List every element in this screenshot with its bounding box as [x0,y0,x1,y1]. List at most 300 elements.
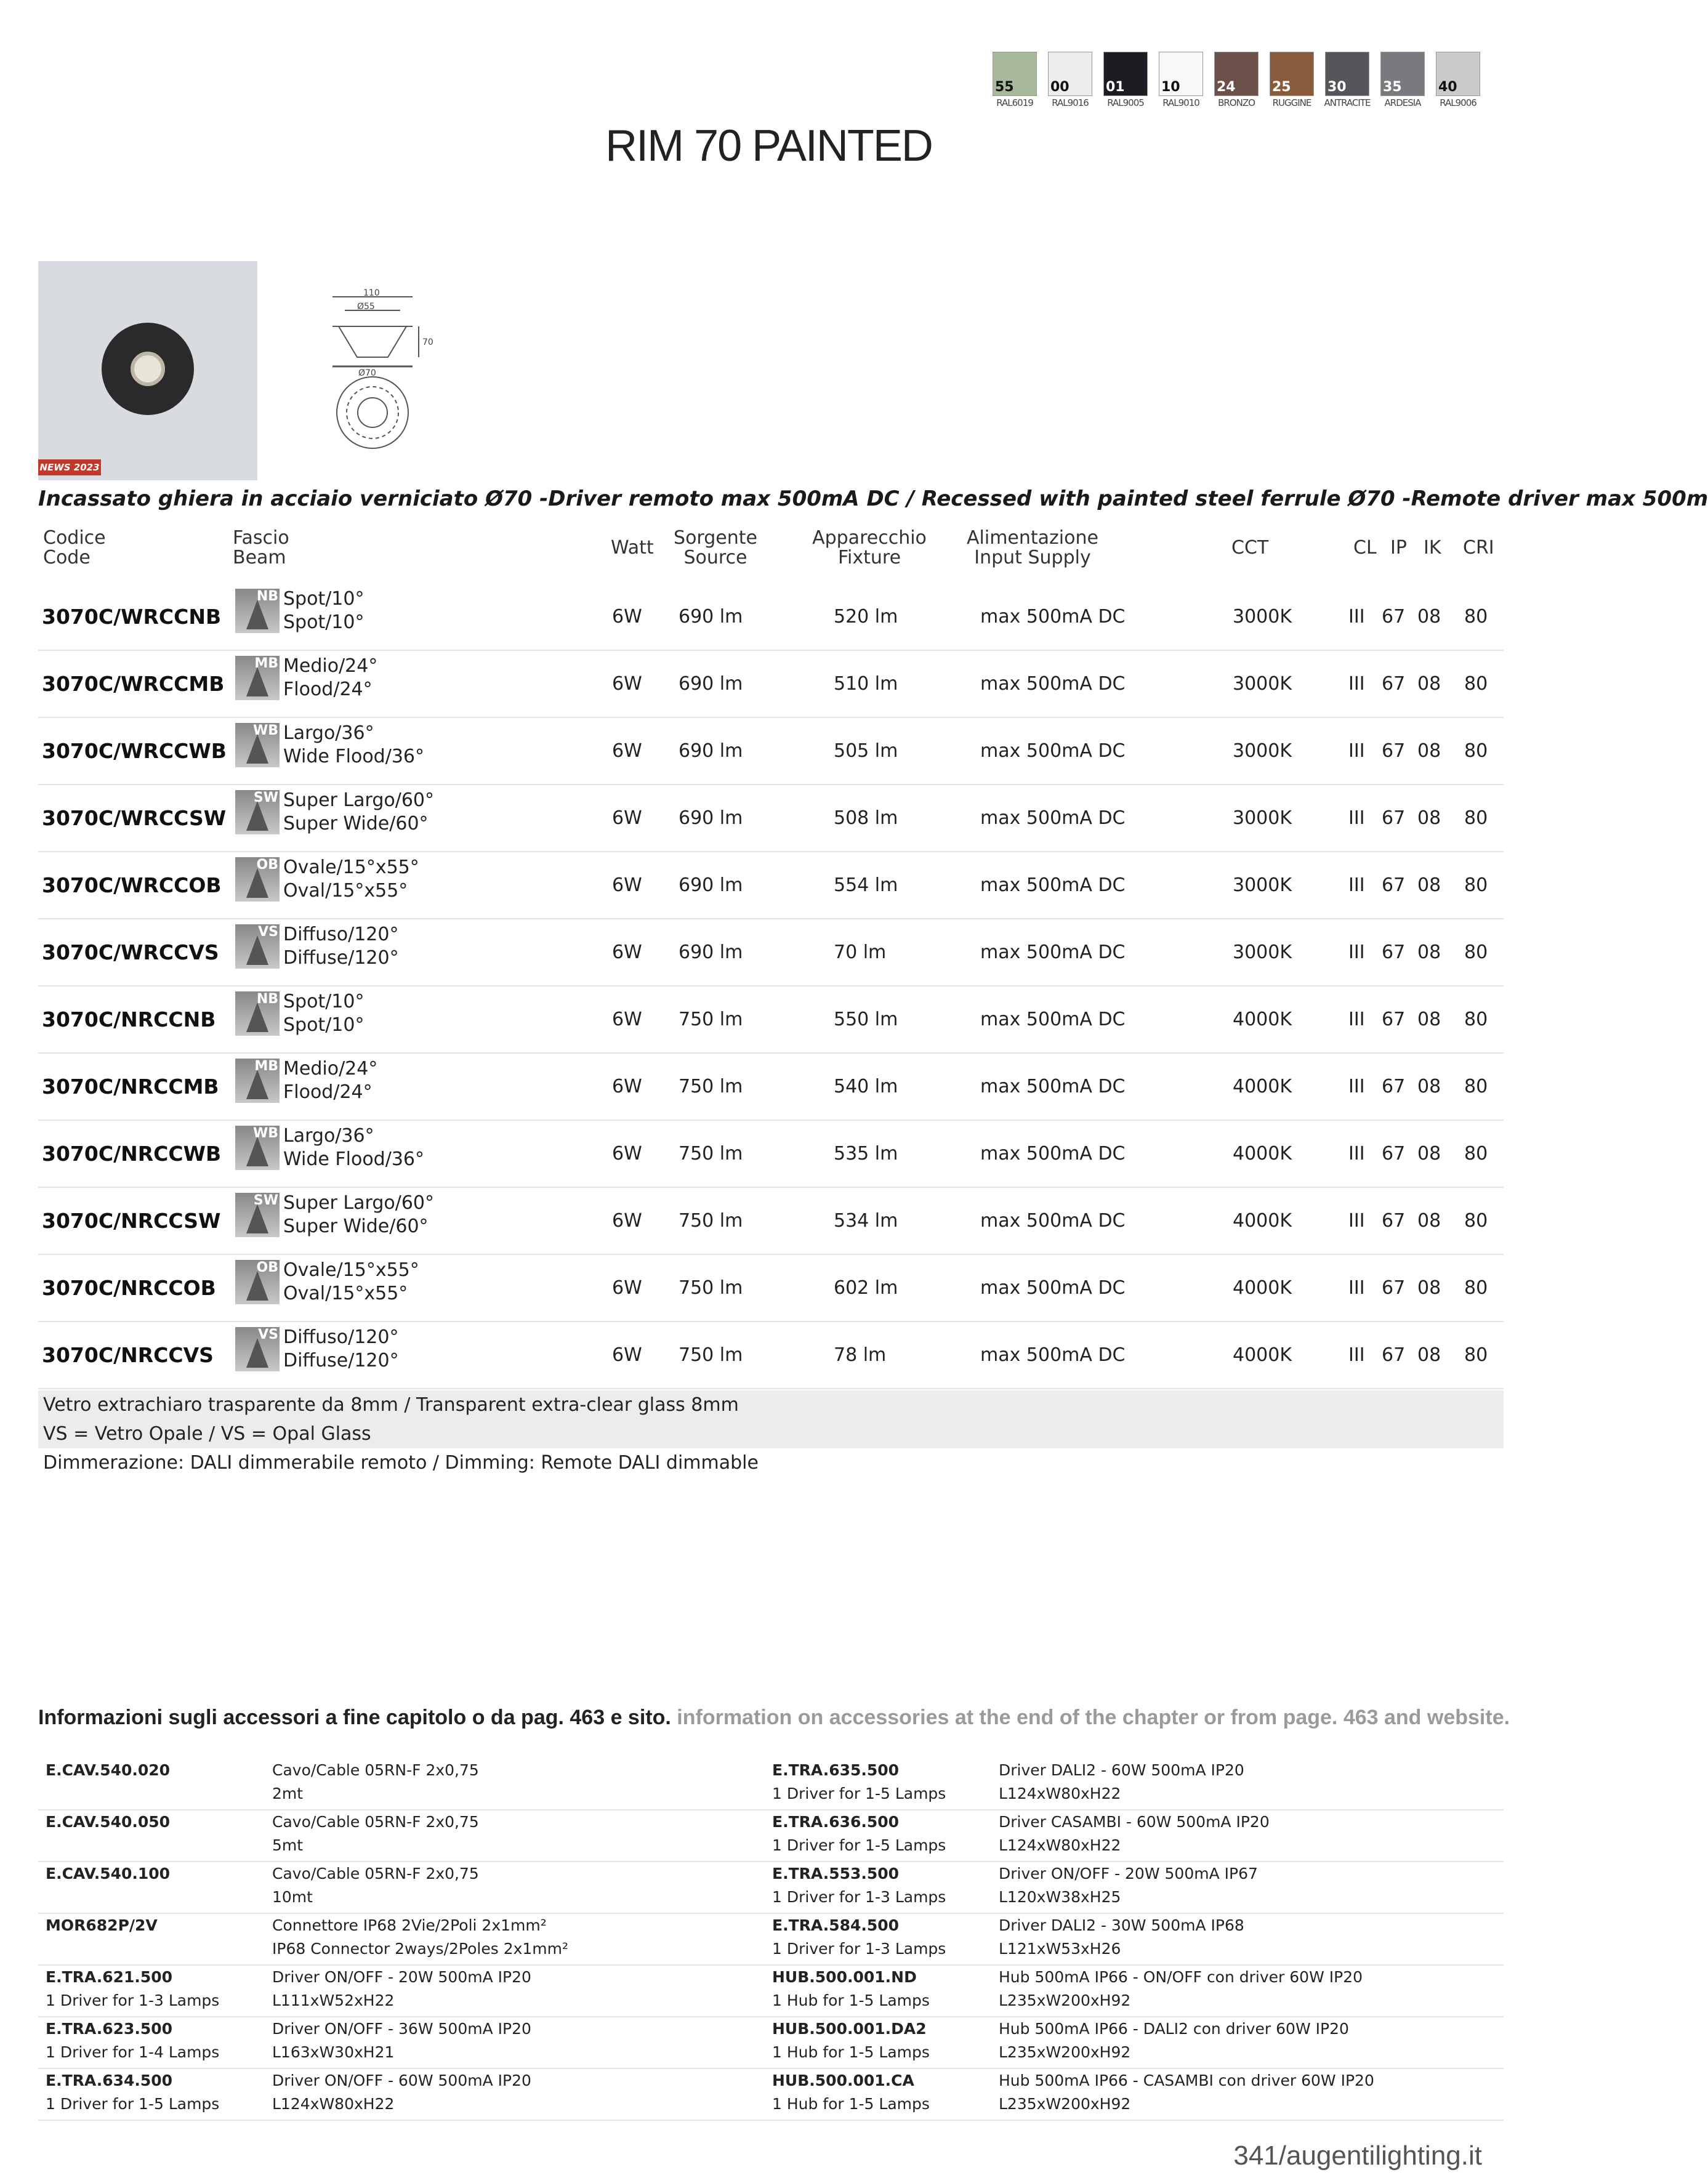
watt-cell: 6W [612,874,642,896]
accessory-desc-2: L120xW38xH25 [999,1888,1121,1906]
supply-cell: max 500mA DC [980,1344,1126,1366]
swatch-color-box [1214,52,1259,96]
accessory-desc-2: 2mt [272,1785,304,1802]
fixture-lumen-cell: 510 lm [834,673,898,695]
drawing-dim-70: Ø70 [358,368,376,378]
accessory-row [38,1862,1504,1914]
accessory-subtitle: 1 Driver for 1-5 Lamps [46,2095,220,2113]
table-row [38,785,1504,852]
table-row [38,1255,1504,1322]
swatch-code: 25 [1272,79,1291,95]
accessory-desc-2: L235xW200xH92 [999,2043,1131,2061]
accessories-title [38,1706,1510,1730]
accessory-desc: Cavo/Cable 05RN-F 2x0,75 [272,1761,479,1779]
beam-cone-icon [246,1137,268,1166]
beam-icon-label: OB [256,1260,278,1275]
fixture-lumen-cell: 70 lm [834,942,887,963]
supply-cell: max 500mA DC [980,874,1126,896]
beam-it: Medio/24° [283,655,378,677]
watt-cell: 6W [612,1277,642,1299]
beam-cone-icon [246,1003,268,1032]
watt-cell: 6W [612,1210,642,1232]
cl-cell: III [1348,1009,1365,1030]
supply-cell: max 500mA DC [980,1210,1126,1232]
beam-icon [235,1126,280,1170]
source-lumen-cell: 750 lm [679,1277,743,1299]
accessory-desc-2: L124xW80xH22 [272,2095,395,2113]
header-code-en: Code [43,547,91,568]
ik-cell: 08 [1417,1076,1441,1097]
accessory-desc: Driver ON/OFF - 36W 500mA IP20 [272,2020,531,2038]
accessory-code: MOR682P/2V [46,1916,158,1934]
accessory-code: E.TRA.636.500 [772,1813,900,1831]
swatch-code: 01 [1106,79,1125,95]
ik-cell: 08 [1417,740,1441,762]
header-supply-it: Alimentazione [967,527,1098,549]
beam-icon [235,991,280,1036]
table-row [38,718,1504,785]
ik-cell: 08 [1417,606,1441,627]
beam-it: Largo/36° [283,722,374,744]
accessory-code: E.CAV.540.050 [46,1813,171,1831]
header-watt: Watt [611,537,654,559]
header-cct: CCT [1231,537,1269,559]
beam-en: Diffuse/120° [283,947,399,969]
ik-cell: 08 [1417,942,1441,963]
accessory-subtitle: 1 Hub for 1-5 Lamps [772,1991,930,2009]
accessory-code: HUB.500.001.DA2 [772,2020,927,2038]
cri-cell: 80 [1464,1277,1488,1299]
fixture-lumen-cell: 535 lm [834,1143,898,1164]
swatch-code: 30 [1327,79,1347,95]
beam-icon-label: SW [253,1193,278,1208]
cl-cell: III [1348,673,1365,695]
color-swatch [1159,52,1203,108]
beam-icon-label: VS [258,924,278,940]
product-code: 3070C/NRCCNB [42,1007,216,1031]
swatch-code: 24 [1217,79,1236,95]
cri-cell: 80 [1464,1344,1488,1366]
accessory-desc: Hub 500mA IP66 - DALI2 con driver 60W IP20 [999,2020,1349,2038]
supply-cell: max 500mA DC [980,673,1126,695]
table-row [38,919,1504,987]
cl-cell: III [1348,807,1365,829]
source-lumen-cell: 750 lm [679,1076,743,1097]
beam-cell [283,990,364,1037]
swatch-color-box [1103,52,1148,96]
accessory-desc: Cavo/Cable 05RN-F 2x0,75 [272,1865,479,1882]
accessory-desc: Driver ON/OFF - 20W 500mA IP67 [999,1865,1258,1882]
beam-cone-icon [246,1070,268,1099]
ip-cell: 67 [1382,1076,1406,1097]
ip-cell: 67 [1382,807,1406,829]
ik-cell: 08 [1417,1277,1441,1299]
beam-icon [235,1193,280,1237]
beam-it: Spot/10° [283,588,365,610]
color-swatch [1270,52,1314,108]
source-lumen-cell: 690 lm [679,606,743,627]
beam-en: Super Wide/60° [283,813,429,834]
product-code: 3070C/WRCCWB [42,739,227,763]
drawing-dim-110: 110 [363,288,380,298]
supply-cell: max 500mA DC [980,1143,1126,1164]
accessory-desc-2: L111xW52xH22 [272,1991,395,2009]
accessory-code: E.TRA.635.500 [772,1761,900,1779]
accessory-desc-2: L124xW80xH22 [999,1836,1121,1854]
cct-cell: 3000K [1233,874,1292,896]
beam-en: Oval/15°x55° [283,1283,408,1304]
cct-cell: 3000K [1233,673,1292,695]
spec-table [38,584,1504,1389]
cri-cell: 80 [1464,1143,1488,1164]
accessory-desc-2: 10mt [272,1888,313,1906]
beam-it: Super Largo/60° [283,1192,435,1214]
cri-cell: 80 [1464,1009,1488,1030]
color-swatch [1325,52,1369,108]
beam-icon [235,723,280,767]
accessory-desc: Cavo/Cable 05RN-F 2x0,75 [272,1813,479,1831]
note-glass: Vetro extrachiaro trasparente da 8mm / Transparent extra-clear glass 8mm [38,1390,1504,1419]
beam-cone-icon [246,935,268,965]
cri-cell: 80 [1464,942,1488,963]
beam-icon-label: MB [254,656,278,671]
beam-cone-icon [246,1271,268,1301]
beam-it: Ovale/15°x55° [283,1259,419,1281]
supply-cell: max 500mA DC [980,740,1126,762]
ip-cell: 67 [1382,1009,1406,1030]
beam-cone-icon [246,1204,268,1233]
accessory-desc-2: L124xW80xH22 [999,1785,1121,1802]
watt-cell: 6W [612,1143,642,1164]
beam-it: Medio/24° [283,1058,378,1079]
header-cri: CRI [1463,537,1494,559]
source-lumen-cell: 690 lm [679,673,743,695]
accessory-code: E.CAV.540.020 [46,1761,171,1779]
header-supply-en: Input Supply [974,547,1091,568]
swatch-ral: RAL6019 [996,97,1033,108]
accessory-subtitle: 1 Driver for 1-3 Lamps [772,1888,946,1906]
beam-icon [235,589,280,633]
beam-cell [283,1326,399,1373]
accessory-desc: Hub 500mA IP66 - ON/OFF con driver 60W IP20 [999,1968,1363,1986]
header-fixture-it: Apparecchio [812,527,927,549]
fixture-lumen-cell: 508 lm [834,807,898,829]
ip-cell: 67 [1382,1143,1406,1164]
source-lumen-cell: 690 lm [679,740,743,762]
beam-en: Flood/24° [283,1081,373,1103]
color-swatch [1048,52,1092,108]
swatch-ral: ANTRACITE [1324,97,1371,108]
swatch-ral: RAL9010 [1162,97,1199,108]
cl-cell: III [1348,1143,1365,1164]
beam-it: Super Largo/60° [283,789,435,811]
header-source-en: Source [683,547,747,568]
swatch-code: 00 [1050,79,1070,95]
beam-cell [283,1124,424,1171]
beam-icon [235,857,280,902]
ik-cell: 08 [1417,1143,1441,1164]
swatch-color-box [1380,52,1425,96]
beam-cell [283,655,377,701]
news-badge: NEWS 2023 [38,459,101,475]
header-source-it: Sorgente [674,527,757,549]
product-code: 3070C/NRCCWB [42,1142,222,1166]
supply-cell: max 500mA DC [980,1076,1126,1097]
accessory-code: E.TRA.621.500 [46,1968,173,1986]
cri-cell: 80 [1464,606,1488,627]
accessory-subtitle: 1 Driver for 1-5 Lamps [772,1785,946,1802]
cct-cell: 3000K [1233,807,1292,829]
accessory-code: E.TRA.584.500 [772,1916,900,1934]
fixture-lumen-cell: 550 lm [834,1009,898,1030]
accessory-desc-2: IP68 Connector 2ways/2Poles 2x1mm² [272,1940,569,1958]
product-code: 3070C/NRCCOB [42,1276,216,1300]
cl-cell: III [1348,1277,1365,1299]
cri-cell: 80 [1464,807,1488,829]
fixture-lumen-cell: 554 lm [834,874,898,896]
beam-cone-icon [246,734,268,764]
beam-icon-label: NB [256,991,278,1007]
ik-cell: 08 [1417,807,1441,829]
accessory-desc: Hub 500mA IP66 - CASAMBI con driver 60W IP20 [999,2072,1374,2089]
accessory-code: E.TRA.634.500 [46,2072,173,2089]
fixture-lumen-cell: 520 lm [834,606,898,627]
swatch-ral: BRONZO [1218,97,1255,108]
page-title: RIM 70 PAINTED [605,121,932,171]
beam-en: Flood/24° [283,679,373,700]
beam-it: Diffuso/120° [283,1326,399,1348]
beam-icon-label: OB [256,857,278,873]
beam-cone-icon [246,801,268,831]
beam-en: Wide Flood/36° [283,1148,424,1170]
beam-cell [283,856,419,903]
table-row [38,584,1504,651]
accessory-row [38,1810,1504,1862]
beam-cell [283,1192,434,1238]
beam-cone-icon [246,868,268,898]
fixture-lumen-cell: 505 lm [834,740,898,762]
accessory-desc: Driver ON/OFF - 20W 500mA IP20 [272,1968,531,1986]
swatch-color-box [1159,52,1203,96]
accessory-desc-2: L163xW30xH21 [272,2043,395,2061]
beam-icon [235,1059,280,1103]
notes [38,1390,1504,1477]
table-row [38,651,1504,718]
beam-en: Super Wide/60° [283,1216,429,1237]
watt-cell: 6W [612,1009,642,1030]
cri-cell: 80 [1464,740,1488,762]
watt-cell: 6W [612,1344,642,1366]
accessory-subtitle: 1 Hub for 1-5 Lamps [772,2043,930,2061]
color-swatch [1103,52,1148,108]
header-code-it: Codice [43,527,106,549]
color-swatches [993,52,1480,108]
ik-cell: 08 [1417,673,1441,695]
accessory-desc: Driver DALI2 - 60W 500mA IP20 [999,1761,1244,1779]
supply-cell: max 500mA DC [980,1277,1126,1299]
header-beam-en: Beam [233,547,286,568]
accessory-code: HUB.500.001.ND [772,1968,917,1986]
technical-drawing [320,289,443,462]
fixture-lumen-cell: 534 lm [834,1210,898,1232]
table-row [38,1121,1504,1188]
ip-cell: 67 [1382,606,1406,627]
swatch-color-box [1048,52,1092,96]
beam-it: Diffuso/120° [283,924,399,945]
watt-cell: 6W [612,1076,642,1097]
cct-cell: 4000K [1233,1076,1292,1097]
beam-icon [235,1260,280,1304]
swatch-ral: ARDESIA [1384,97,1421,108]
beam-icon-label: SW [253,790,278,805]
accessory-row [38,1914,1504,1966]
ip-cell: 67 [1382,740,1406,762]
accessories-title-en: information on accessories at the end of the chapter or from page. 463 and website. [677,1706,1510,1729]
beam-icon [235,790,280,834]
accessories-title-it: Informazioni sugli accessori a fine capitolo o da pag. 463 e sito. [38,1706,671,1729]
watt-cell: 6W [612,606,642,627]
accessory-code: E.TRA.553.500 [772,1865,900,1882]
product-code: 3070C/NRCCSW [42,1209,221,1233]
ip-cell: 67 [1382,874,1406,896]
watt-cell: 6W [612,942,642,963]
product-code: 3070C/NRCCMB [42,1075,219,1099]
beam-cell [283,789,434,836]
color-swatch [993,52,1037,108]
accessory-code: E.TRA.623.500 [46,2020,173,2038]
beam-cell [283,587,364,634]
table-row [38,1054,1504,1121]
cl-cell: III [1348,1210,1365,1232]
beam-cell [283,1259,419,1305]
accessory-desc: Connettore IP68 2Vie/2Poli 2x1mm² [272,1916,547,1934]
header-beam-it: Fascio [233,527,289,549]
cct-cell: 4000K [1233,1277,1292,1299]
header-cl: CL [1353,537,1377,559]
accessory-row [38,1966,1504,2017]
cct-cell: 4000K [1233,1210,1292,1232]
beam-icon [235,1327,280,1371]
accessory-subtitle: 1 Driver for 1-5 Lamps [772,1836,946,1854]
cct-cell: 4000K [1233,1009,1292,1030]
accessory-subtitle: 1 Hub for 1-5 Lamps [772,2095,930,2113]
cct-cell: 3000K [1233,740,1292,762]
swatch-code: 35 [1383,79,1402,95]
source-lumen-cell: 750 lm [679,1210,743,1232]
beam-icon-label: MB [254,1059,278,1074]
beam-en: Oval/15°x55° [283,880,408,902]
accessory-subtitle: 1 Driver for 1-3 Lamps [772,1940,946,1958]
swatch-ral: RAL9005 [1107,97,1144,108]
accessory-row [38,2017,1504,2069]
source-lumen-cell: 750 lm [679,1344,743,1366]
swatch-code: 55 [995,79,1014,95]
fixture-lumen-cell: 602 lm [834,1277,898,1299]
ip-cell: 67 [1382,942,1406,963]
note-opal: VS = Vetro Opale / VS = Opal Glass [38,1419,1504,1448]
accessory-desc: Driver DALI2 - 30W 500mA IP68 [999,1916,1244,1934]
beam-it: Ovale/15°x55° [283,857,419,878]
ip-cell: 67 [1382,673,1406,695]
ik-cell: 08 [1417,1009,1441,1030]
source-lumen-cell: 690 lm [679,942,743,963]
beam-en: Spot/10° [283,1014,365,1036]
cl-cell: III [1348,942,1365,963]
watt-cell: 6W [612,673,642,695]
accessories-table [38,1759,1504,2121]
accessory-desc: Driver ON/OFF - 60W 500mA IP20 [272,2072,531,2089]
header-ik: IK [1424,537,1441,559]
drawing-dim-height: 70 [422,337,433,347]
beam-cell [283,1057,377,1104]
accessory-code: HUB.500.001.CA [772,2072,914,2089]
beam-cell [283,722,424,769]
header-ip: IP [1390,537,1407,559]
cl-cell: III [1348,606,1365,627]
color-swatch [1380,52,1425,108]
accessory-subtitle: 1 Driver for 1-4 Lamps [46,2043,220,2061]
cl-cell: III [1348,740,1365,762]
swatch-color-box [993,52,1037,96]
color-swatch [1436,52,1480,108]
header-fixture-en: Fixture [837,547,901,568]
beam-cone-icon [246,600,268,629]
accessory-desc-2: L235xW200xH92 [999,1991,1131,2009]
fixture-lumen-cell: 78 lm [834,1344,887,1366]
accessory-row [38,2069,1504,2121]
swatch-code: 40 [1438,79,1457,95]
page-footer: 341/augentilighting.it [1233,2141,1482,2171]
swatch-color-box [1270,52,1314,96]
beam-cone-icon [246,667,268,696]
product-code: 3070C/NRCCVS [42,1343,214,1367]
beam-icon-label: WB [252,723,278,738]
watt-cell: 6W [612,740,642,762]
watt-cell: 6W [612,807,642,829]
accessory-row [38,1759,1504,1810]
table-row [38,852,1504,919]
cct-cell: 4000K [1233,1344,1292,1366]
accessory-desc-2: 5mt [272,1836,304,1854]
swatch-color-box [1325,52,1369,96]
supply-cell: max 500mA DC [980,1009,1126,1030]
swatch-ral: RUGGINE [1272,97,1311,108]
beam-cone-icon [246,1338,268,1368]
spec-table-header [38,528,1504,578]
beam-it: Largo/36° [283,1125,374,1147]
product-photo [38,261,257,480]
supply-cell: max 500mA DC [980,942,1126,963]
cri-cell: 80 [1464,874,1488,896]
ip-cell: 67 [1382,1344,1406,1366]
beam-it: Spot/10° [283,991,365,1012]
ik-cell: 08 [1417,1344,1441,1366]
cri-cell: 80 [1464,1076,1488,1097]
cri-cell: 80 [1464,1210,1488,1232]
source-lumen-cell: 690 lm [679,807,743,829]
cl-cell: III [1348,1076,1365,1097]
product-code: 3070C/WRCCNB [42,605,222,629]
cct-cell: 4000K [1233,1143,1292,1164]
product-code: 3070C/WRCCVS [42,940,219,964]
note-dimming: Dimmerazione: DALI dimmerabile remoto / Dimming: Remote DALI dimmable [43,1452,759,1474]
accessory-desc-2: L235xW200xH92 [999,2095,1131,2113]
supply-cell: max 500mA DC [980,807,1126,829]
supply-cell: max 500mA DC [980,606,1126,627]
ip-cell: 67 [1382,1210,1406,1232]
swatch-ral: RAL9006 [1440,97,1476,108]
cri-cell: 80 [1464,673,1488,695]
